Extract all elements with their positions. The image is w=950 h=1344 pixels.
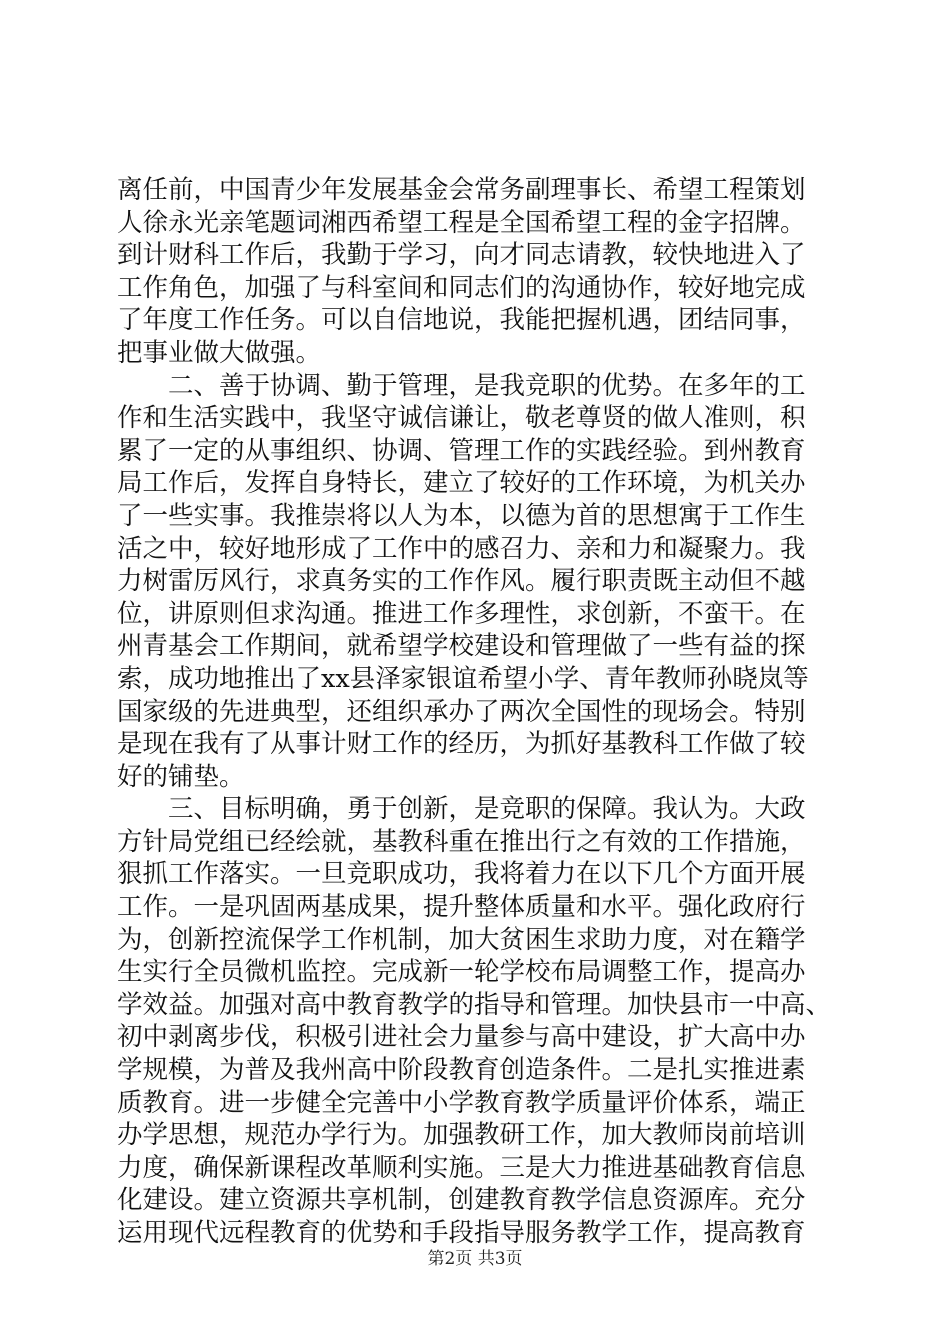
text-line: 索，成功地推出了xx县泽家银谊希望小学、青年教师孙晓岚等 [117, 663, 809, 694]
text-line: 化建设。建立资源共享机制，创建教育教学信息资源库。充分 [117, 1185, 806, 1216]
text-line: 累了一定的从事组织、协调、管理工作的实践经验。到州教育 [117, 435, 806, 466]
text-line: 国家级的先进典型，还组织承办了两次全国性的现场会。特别 [117, 696, 806, 727]
text-line: 三、目标明确，勇于创新，是竞职的保障。我认为。大政 [117, 794, 806, 825]
text-line: 为，创新控流保学工作机制，加大贫困生求助力度，对在籍学 [117, 924, 806, 955]
text-line: 初中剥离步伐，积极引进社会力量参与高中建设，扩大高中办 [117, 1022, 806, 1053]
text-line: 位，讲原则但求沟通。推进工作多理性，求创新，不蛮干。在 [117, 598, 806, 629]
text-line: 方针局党组已经绘就，基教科重在推出行之有效的工作措施， [117, 826, 806, 857]
text-line: 到计财科工作后，我勤于学习，向才同志请教，较快地进入了 [117, 240, 806, 271]
text-line: 二、善于协调、勤于管理，是我竞职的优势。在多年的工 [117, 370, 806, 401]
text-line: 学效益。加强对高中教育教学的指导和管理。加快县市一中高、 [117, 989, 832, 1020]
text-line: 生实行全员微机监控。完成新一轮学校布局调整工作，提高办 [117, 957, 806, 988]
text-line: 活之中，较好地形成了工作中的感召力、亲和力和凝聚力。我 [117, 533, 806, 564]
text-line: 人徐永光亲笔题词湘西希望工程是全国希望工程的金字招牌。 [117, 207, 806, 238]
text-line: 工作。一是巩固两基成果，提升整体质量和水平。强化政府行 [117, 892, 806, 923]
text-line: 力树雷厉风行，求真务实的工作作风。履行职责既主动但不越 [117, 566, 806, 597]
text-line: 离任前，中国青少年发展基金会常务副理事长、希望工程策划 [117, 175, 806, 205]
text-line: 运用现代远程教育的优势和手段指导服务教学工作，提高教育 [117, 1218, 806, 1248]
text-line: 质教育。进一步健全完善中小学教育教学质量评价体系，端正 [117, 1087, 806, 1118]
text-line: 州青基会工作期间，就希望学校建设和管理做了一些有益的探 [117, 631, 806, 662]
page-number-footer: 第2页 共3页 [427, 1249, 523, 1269]
text-line: 办学思想，规范办学行为。加强教研工作，加大教师岗前培训 [117, 1120, 806, 1151]
text-line: 狠抓工作落实。一旦竞职成功，我将着力在以下几个方面开展 [117, 859, 806, 890]
document-body [117, 174, 837, 1250]
text-line: 是现在我有了从事计财工作的经历，为抓好基教科工作做了较 [117, 729, 806, 760]
text-line: 把事业做大做强。 [117, 337, 322, 368]
text-line: 局工作后，发挥自身特长，建立了较好的工作环境，为机关办 [117, 468, 806, 499]
text-line: 了一些实事。我推崇将以人为本，以德为首的思想寓于工作生 [117, 500, 806, 531]
text-line: 力度，确保新课程改革顺利实施。三是大力推进基础教育信息 [117, 1152, 806, 1183]
text-line: 好的铺垫。 [117, 761, 245, 792]
text-line: 学规模，为普及我州高中阶段教育创造条件。二是扎实推进素 [117, 1055, 806, 1086]
text-line: 作和生活实践中，我坚守诚信谦让，敬老尊贤的做人准则，积 [117, 403, 806, 434]
text-line: 工作角色，加强了与科室间和同志们的沟通协作，较好地完成 [117, 272, 806, 303]
text-line: 了年度工作任务。可以自信地说，我能把握机遇，团结同事， [117, 305, 806, 336]
